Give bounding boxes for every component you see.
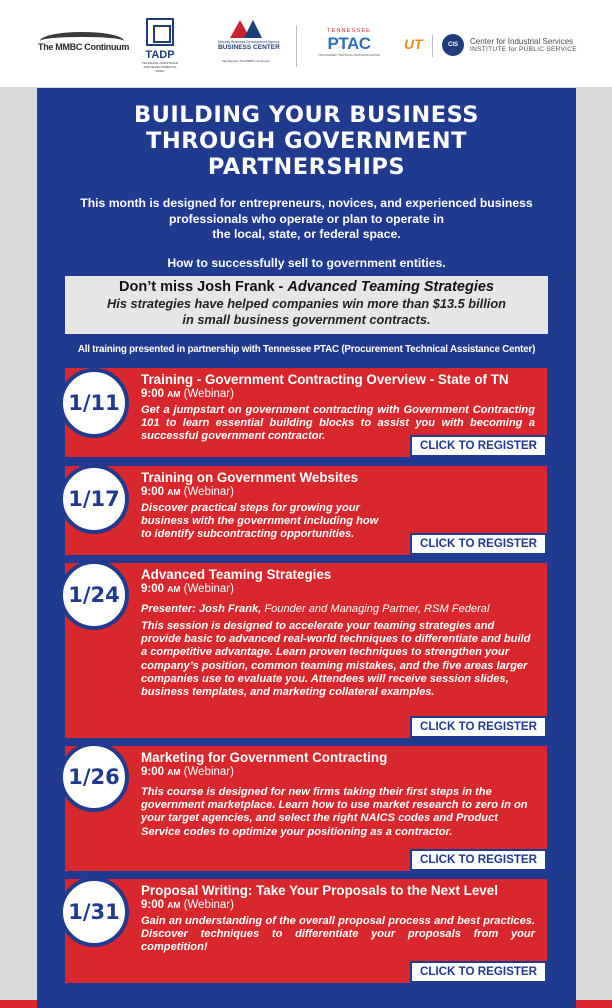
event-date-badge: 1/24 [59, 560, 129, 630]
logo-bar [0, 0, 612, 87]
mbda-logo-sub: Operated by The MMBC Continuum [222, 59, 270, 63]
event-description: Gain an understanding of the overall proposal process and best practices. Discover techniques to differentiate your proposals from your competition! [141, 915, 535, 954]
event-description-line: Discover practical steps for growing your [141, 502, 360, 514]
promo-lead: Don’t miss Josh Frank - [119, 279, 288, 295]
mbda-logo-top: Minority Business Development Agency [218, 40, 280, 44]
register-button[interactable]: CLICK TO REGISTER [410, 849, 547, 871]
register-button[interactable]: CLICK TO REGISTER [410, 716, 547, 738]
event-card [65, 368, 547, 457]
ptac-logo [318, 28, 380, 68]
promo-line-2: in small business government contracts. [182, 312, 431, 327]
event-card [65, 746, 547, 871]
event-time: 9:00 AM (Webinar) [141, 583, 234, 595]
register-button[interactable]: CLICK TO REGISTER [410, 961, 547, 983]
ptac-logo-top: TENNESSEE [326, 28, 372, 34]
promo-line-1: His strategies have helped companies win more than $13.5 billion [107, 296, 506, 311]
cis-logo-text [470, 37, 610, 53]
event-description: This session is designed to accelerate your teaming strategies and provide basic to advanced real-world techniques to differentiate and build a competitive advantage. Learn proven techniques to strengthen your company’s position, common teaming mistakes, and the five areas larger companies use to evaluate you. Attendees will receive session slides, business templates, and marketing collateral examples. [141, 620, 531, 699]
register-button[interactable]: CLICK TO REGISTER [410, 533, 547, 555]
event-time: 9:00 AM (Webinar) [141, 486, 234, 498]
tadp-logo [140, 18, 180, 78]
ut-divider [432, 35, 433, 57]
page-title [37, 102, 576, 180]
footer-accent-left [0, 1000, 37, 1008]
ptac-logo-sub: PROCUREMENT TECHNICAL ASSISTANCE CENTER [318, 54, 380, 57]
mbda-mark-icon [226, 20, 266, 38]
footer-accent-right [576, 1000, 612, 1008]
partner-note: All training presented in partnership with Tennessee PTAC (Procurement Technical Assistance Center) [77, 344, 536, 355]
cis-badge-icon: CIS [442, 34, 464, 56]
intro-text [57, 196, 556, 243]
ut-logo: UT [404, 36, 423, 52]
event-date-badge: 1/11 [59, 368, 129, 438]
event-date-badge: 1/26 [59, 742, 129, 812]
event-time: 9:00 AM (Webinar) [141, 899, 234, 911]
cis-line2: INSTITUTE for PUBLIC SERVICE [470, 46, 577, 53]
event-title: Training - Government Contracting Overview - State of TN [141, 372, 509, 387]
intro-line-3: the local, state, or federal space. [212, 227, 401, 241]
presenter-name: Presenter: Josh Frank, [141, 603, 262, 615]
mbda-logo-name: BUSINESS CENTER [218, 44, 280, 51]
intro-line-1: This month is designed for entrepreneurs, novices, and experienced business [80, 196, 533, 210]
event-time: 9:00 AM (Webinar) [141, 388, 234, 400]
mbda-logo [218, 20, 280, 74]
intro-line-2: professionals who operate or plan to operate in [169, 211, 444, 226]
event-card [65, 466, 547, 555]
ptac-logo-name: PTAC [327, 34, 371, 53]
event-card [65, 563, 547, 738]
event-presenter [141, 603, 535, 616]
event-description-line: business with the government including how [141, 515, 379, 528]
cis-line1: Center for Industrial Services [470, 37, 574, 46]
event-title: Training on Government Websites [141, 470, 359, 485]
event-description: This course is designed for new firms taking their first steps in the government marketplace. Learn how to use market research to zero in on your target agencies, and select the right NAICS codes and Product Service codes to optimize your positioning as a contractor. [141, 786, 528, 838]
title-line-2: THROUGH GOVERNMENT [146, 128, 467, 154]
title-line-1: BUILDING YOUR BUSINESS [134, 102, 479, 128]
tadp-logo-subtext: TECHNICAL ASSISTANCE AND DEVELOPMENTAL PROG [141, 61, 179, 73]
register-button[interactable]: CLICK TO REGISTER [410, 435, 547, 457]
main-panel [37, 88, 576, 1008]
event-title: Advanced Teaming Strategies [141, 567, 332, 582]
event-title: Proposal Writing: Take Your Proposals to the Next Level [141, 883, 498, 898]
event-description: Get a jumpstart on government contracting with Government Contracting 101 to learn essential building blocks to assist you with becoming a successful government contractor. [141, 404, 535, 443]
event-card [65, 879, 547, 983]
promo-heading [65, 278, 548, 296]
tadp-square-icon [146, 18, 174, 46]
logo-divider [296, 25, 297, 67]
title-line-3: PARTNERSHIPS [207, 154, 406, 180]
mmbc-logo [38, 38, 130, 52]
event-description-line: to identify subcontracting opportunities. [141, 528, 355, 541]
howto-text: How to successfully sell to government entities. [167, 256, 446, 270]
promo-box [65, 276, 548, 334]
event-title: Marketing for Government Contracting [141, 750, 388, 765]
mmbc-logo-text: The MMBC Continuum [38, 42, 130, 52]
promo-lead-emphasis: Advanced Teaming Strategies [287, 279, 494, 295]
presenter-role: Founder and Managing Partner, RSM Federal [264, 603, 490, 615]
event-time: 9:00 AM (Webinar) [141, 766, 234, 778]
event-date-badge: 1/17 [59, 464, 129, 534]
tadp-logo-text: TADP [145, 49, 175, 61]
event-date-badge: 1/31 [59, 877, 129, 947]
